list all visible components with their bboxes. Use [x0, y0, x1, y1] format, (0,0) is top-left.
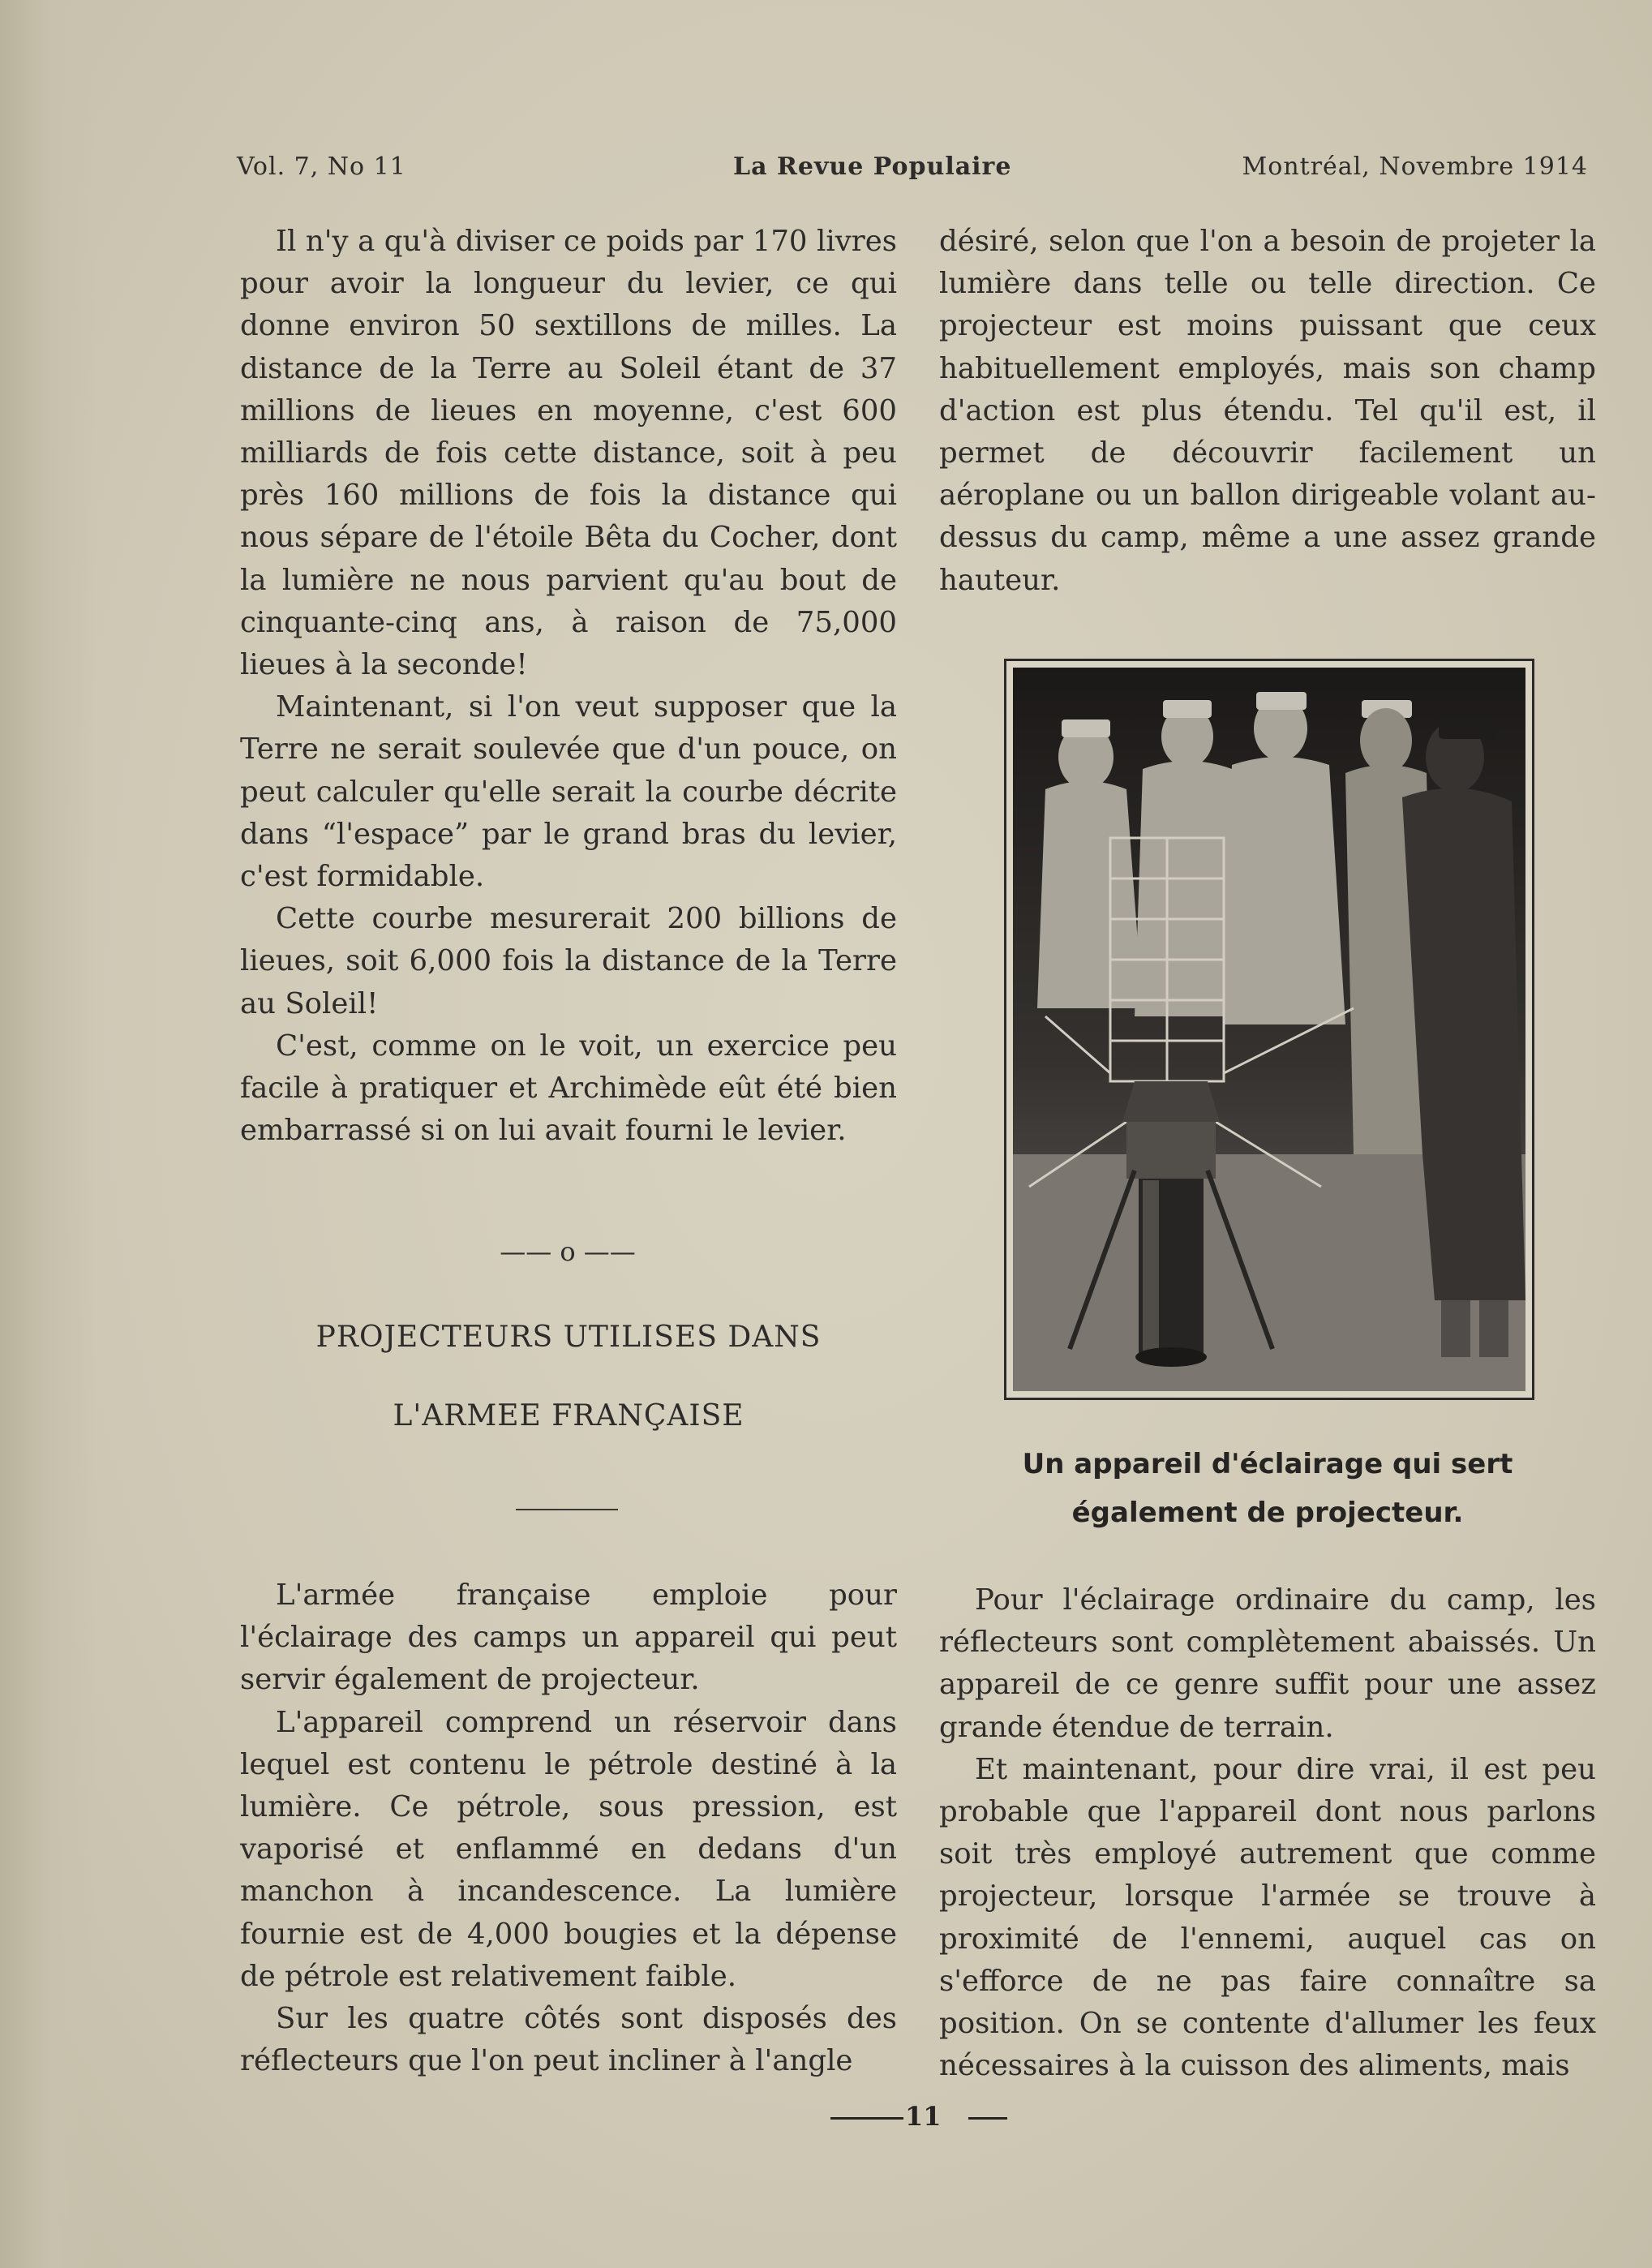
column-2-top	[939, 221, 1596, 602]
soldiers-lamp-photo	[1013, 668, 1525, 1391]
paragraph: Sur les quatre côtés sont disposés des réflecteurs que l'on peut incliner à l'angle	[240, 2002, 897, 2078]
column-2-bottom	[939, 1579, 1596, 2087]
paragraph: Pour l'éclairage ordinaire du camp, les réflecteurs sont complètement abaissés. Un appareil de ce genre suffit pour une assez grande étendue de terrain.	[939, 1583, 1596, 1744]
paragraph: Cette courbe mesurerait 200 billions de lieues, soit 6,000 fois la distance de la Terre au Soleil!	[240, 902, 897, 1020]
article-title-line-2: L'ARMEE FRANÇAISE	[393, 1399, 744, 1433]
paragraph: Et maintenant, pour dire vrai, il est peu probable que l'appareil dont nous parlons soit très employé autrement que comme projecteur, lorsque l'armée se trouve à proximité de l'ennemi, auquel cas on s'efforce de ne pas faire connaître sa position. On se contente d'allumer les feux nécessaires à la cuisson des aliments, mais	[939, 1752, 1596, 2083]
photo-illustration	[1013, 668, 1525, 1391]
paragraph: Il n'y a qu'à diviser ce poids par 170 livres pour avoir la longueur du levier, ce qui donne environ 50 sextillons de milles. La distance de la Terre au Soleil étant de 37 millions de lieues en moyenne, c'est 600 milliards de fois cette distance, soit à peu près 160 millions de fois la distance qui nous sépare de l'étoile Bêta du Cocher, dont la lumière ne nous parvient qu'au bout de cinquante-cinq ans, à raison de 75,000 lieues à la seconde!	[240, 225, 897, 682]
header-place-date: Montréal, Novembre 1914	[1242, 152, 1588, 181]
folio-dash	[968, 2117, 1007, 2120]
paragraph: désiré, selon que l'on a besoin de projeter la lumière dans telle ou telle direction. Ce projecteur est moins puissant que ceux habituellement employés, mais son champ d'action est plus étendu. Tel qu'il est, il permet de découvrir facilement un aéroplane ou un ballon dirigeable volant au-dessus du camp, même a une assez grande hauteur.	[939, 225, 1596, 597]
column-1-top	[240, 221, 897, 1152]
page-number	[819, 2101, 1022, 2133]
title-rule	[516, 1509, 618, 1510]
page-number-value: 11	[905, 2101, 942, 2132]
section-separator: —— o ——	[500, 1236, 636, 1267]
photo-frame	[1004, 659, 1534, 1400]
photo-caption: Un appareil d'éclairage qui sert également de projecteur.	[1022, 1448, 1513, 1529]
binding-edge	[0, 0, 97, 2268]
paragraph: Maintenant, si l'on veut supposer que la Terre ne serait soulevée que d'un pouce, on peut calculer qu'elle serait la courbe décrite dans “l'espace” par le grand bras du levier, c'est formidable.	[240, 690, 897, 894]
running-header	[237, 152, 1588, 191]
header-journal-title: La Revue Populaire	[733, 152, 1012, 181]
article-title-line-1: PROJECTEURS UTILISES DANS	[315, 1321, 822, 1354]
paragraph: L'appareil comprend un réservoir dans lequel est contenu le pétrole destiné à la lumière. Ce pétrole, sous pression, est vaporisé et enflammé en dedans d'un manchon à incandescence. La lumière fournie est de 4,000 bougies et la dépense de pétrole est relativement faible.	[240, 1705, 897, 1993]
header-volume: Vol. 7, No 11	[237, 152, 406, 181]
paragraph: C'est, comme on le voit, un exercice peu facile à pratiquer et Archimède eût été bien embarrassé si on lui avait fourni le levier.	[240, 1029, 897, 1148]
folio-dash	[830, 2117, 903, 2120]
paragraph: L'armée française emploie pour l'éclairage des camps un appareil qui peut servir également de projecteur.	[240, 1579, 897, 1697]
column-1-article	[240, 1574, 897, 2082]
